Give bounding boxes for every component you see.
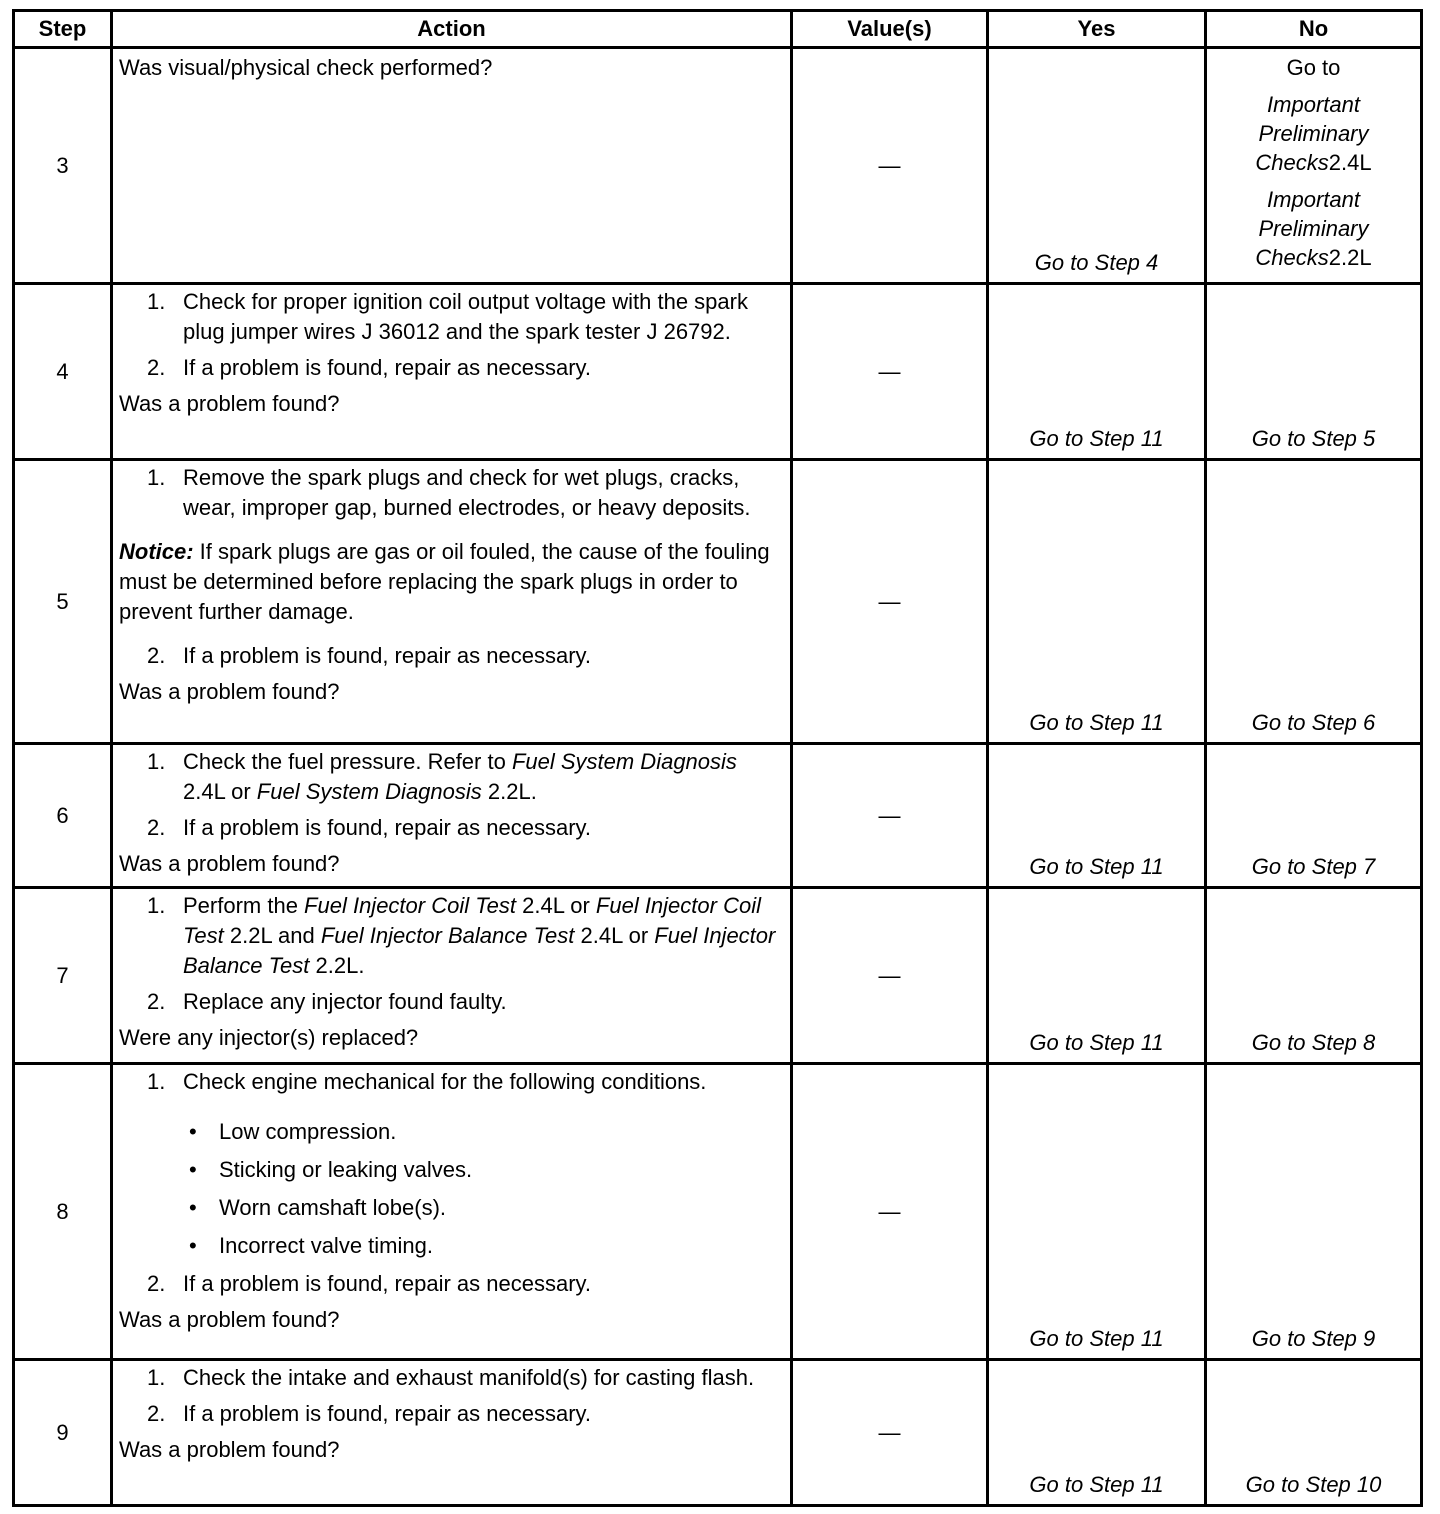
action-cell [112, 1064, 792, 1360]
list-item [147, 1399, 782, 1429]
item-text: Check the intake and exhaust manifold(s) for casting flash. [183, 1365, 755, 1390]
no-goto: Go to Step 7 [1206, 744, 1422, 888]
question-text: Were any injector(s) replaced? [119, 1025, 419, 1050]
yes-goto: Go to Step 11 [988, 1064, 1206, 1360]
link-preliminary: Preliminary [1258, 121, 1369, 146]
item-text: If a problem is found, repair as necessary. [183, 815, 592, 840]
item-text: Check engine mechanical for the following conditions. [183, 1069, 707, 1094]
action-cell [112, 744, 792, 888]
header-no: No [1206, 11, 1422, 48]
no-goto: Go to Step 8 [1206, 888, 1422, 1064]
text-run: 2.2L. [481, 779, 537, 804]
item-text: If a problem is found, repair as necessary. [183, 1271, 592, 1296]
text-run: Check the fuel pressure. Refer to [183, 749, 512, 774]
table-row-step-6 [14, 744, 1422, 888]
list-item [147, 813, 782, 843]
item-number: 1. [147, 749, 166, 774]
link-suffix: 2.4L [1328, 150, 1372, 175]
no-goto: Go to Step 9 [1206, 1064, 1422, 1360]
question-text: Was a problem found? [119, 851, 340, 876]
item-number: 1. [147, 465, 166, 490]
step-number: 8 [14, 1064, 112, 1360]
action-cell [112, 888, 792, 1064]
header-action: Action [112, 11, 792, 48]
value-cell: — [792, 744, 988, 888]
doc-reference: Fuel Injector Balance Test [183, 923, 776, 978]
action-cell [112, 284, 792, 460]
bullet-item [189, 1231, 782, 1261]
text-run: Perform the [183, 893, 305, 918]
item-number: 2. [147, 989, 166, 1014]
text-run: 2.4L or [183, 779, 257, 804]
item-number: 2. [147, 355, 166, 380]
question-text: Was a problem found? [119, 1437, 340, 1462]
text-run: 2.2L and [223, 923, 321, 948]
action-cell [112, 460, 792, 744]
question-text: Was a problem found? [119, 679, 340, 704]
doc-reference: Fuel Injector Coil Test [304, 893, 516, 918]
bullet-item [189, 1117, 782, 1147]
bullet-item [189, 1193, 782, 1223]
notice-label: Notice: [119, 539, 194, 564]
action-cell [112, 1360, 792, 1506]
yes-goto: Go to Step 11 [988, 460, 1206, 744]
question-text: Was a problem found? [119, 391, 340, 416]
list-item [147, 287, 782, 347]
yes-goto: Go to Step 11 [988, 888, 1206, 1064]
text-run: 2.2L. [309, 953, 365, 978]
action-cell [112, 48, 792, 284]
bullet-list [189, 1117, 782, 1261]
table-row-step-4 [14, 284, 1422, 460]
no-goto: Go to Step 6 [1206, 460, 1422, 744]
item-text [183, 747, 782, 807]
bullet-item [189, 1155, 782, 1185]
notice-text: If spark plugs are gas or oil fouled, the cause of the fouling must be determined before replacing the spark plugs in order to prevent further damage. [119, 539, 770, 624]
question-text: Was a problem found? [119, 1307, 340, 1332]
doc-reference: Fuel System Diagnosis [511, 749, 737, 774]
item-text: If a problem is found, repair as necessary. [183, 1401, 592, 1426]
bullet-text: Sticking or leaking valves. [219, 1157, 473, 1182]
item-number: 1. [147, 1365, 166, 1390]
diagnostic-table [12, 9, 1423, 1507]
value-cell: — [792, 48, 988, 284]
link-important: Important [1267, 187, 1360, 212]
list-item [147, 1067, 782, 1097]
question-text: Was visual/physical check performed? [119, 55, 493, 80]
link-preliminary: Preliminary [1258, 216, 1369, 241]
step-number: 6 [14, 744, 112, 888]
yes-goto: Go to Step 11 [988, 284, 1206, 460]
list-item [147, 641, 782, 671]
step-number: 7 [14, 888, 112, 1064]
item-text: Check for proper ignition coil output voltage with the spark plug jumper wires J 36012 and the spark tester J 26792. [183, 289, 748, 344]
doc-reference: Fuel Injector Coil Test [183, 893, 761, 948]
value-cell: — [792, 1064, 988, 1360]
step-number: 3 [14, 48, 112, 284]
step-number: 5 [14, 460, 112, 744]
notice-paragraph [119, 537, 782, 627]
header-row [14, 11, 1422, 48]
header-step: Step [14, 11, 112, 48]
value-cell: — [792, 284, 988, 460]
value-cell: — [792, 460, 988, 744]
list-item [147, 353, 782, 383]
item-text: If a problem is found, repair as necessary. [183, 643, 592, 668]
link-checks-24 [1207, 148, 1420, 177]
yes-goto: Go to Step 4 [988, 48, 1206, 284]
link-suffix: 2.2L [1328, 245, 1372, 270]
bullet-icon: • [189, 1157, 197, 1182]
yes-goto: Go to Step 11 [988, 1360, 1206, 1506]
list-item [147, 463, 782, 523]
table-row-step-3 [14, 48, 1422, 284]
table-row-step-7 [14, 888, 1422, 1064]
item-number: 1. [147, 289, 166, 314]
list-item [147, 1269, 782, 1299]
bullet-text: Incorrect valve timing. [219, 1233, 433, 1258]
bullet-icon: • [189, 1233, 197, 1258]
bullet-icon: • [189, 1119, 197, 1144]
step-number: 9 [14, 1360, 112, 1506]
link-checks: Checks [1255, 245, 1329, 270]
list-item [147, 891, 782, 981]
doc-reference: Fuel Injector Balance Test [320, 923, 575, 948]
no-cell [1206, 48, 1422, 284]
no-goto: Go to Step 5 [1206, 284, 1422, 460]
item-text: If a problem is found, repair as necessary. [183, 355, 592, 380]
item-number: 2. [147, 815, 166, 840]
bullet-icon: • [189, 1195, 197, 1220]
link-checks: Checks [1255, 150, 1329, 175]
item-text: Remove the spark plugs and check for wet plugs, cracks, wear, improper gap, burned electrodes, or heavy deposits. [183, 465, 751, 520]
goto-text: Go to [1286, 55, 1341, 80]
item-number: 1. [147, 1069, 166, 1094]
step-number: 4 [14, 284, 112, 460]
item-text: Replace any injector found faulty. [183, 989, 507, 1014]
table-row-step-9 [14, 1360, 1422, 1506]
item-number: 1. [147, 893, 166, 918]
table-row-step-5 [14, 460, 1422, 744]
list-item [147, 987, 782, 1017]
item-number: 2. [147, 1271, 166, 1296]
bullet-text: Low compression. [219, 1119, 397, 1144]
item-number: 2. [147, 643, 166, 668]
bullet-text: Worn camshaft lobe(s). [219, 1195, 447, 1220]
no-goto-block [1207, 53, 1420, 272]
item-text [183, 891, 782, 981]
item-number: 2. [147, 1401, 166, 1426]
text-run: 2.4L or [516, 893, 596, 918]
list-item [147, 747, 782, 807]
text-run: 2.4L or [574, 923, 655, 948]
value-cell: — [792, 888, 988, 1064]
doc-reference: Fuel System Diagnosis [256, 779, 482, 804]
table-row-step-8 [14, 1064, 1422, 1360]
yes-goto: Go to Step 11 [988, 744, 1206, 888]
header-yes: Yes [988, 11, 1206, 48]
link-important: Important [1267, 92, 1360, 117]
no-goto: Go to Step 10 [1206, 1360, 1422, 1506]
header-value: Value(s) [792, 11, 988, 48]
list-item [147, 1363, 782, 1393]
value-cell: — [792, 1360, 988, 1506]
link-checks-22 [1207, 243, 1420, 272]
